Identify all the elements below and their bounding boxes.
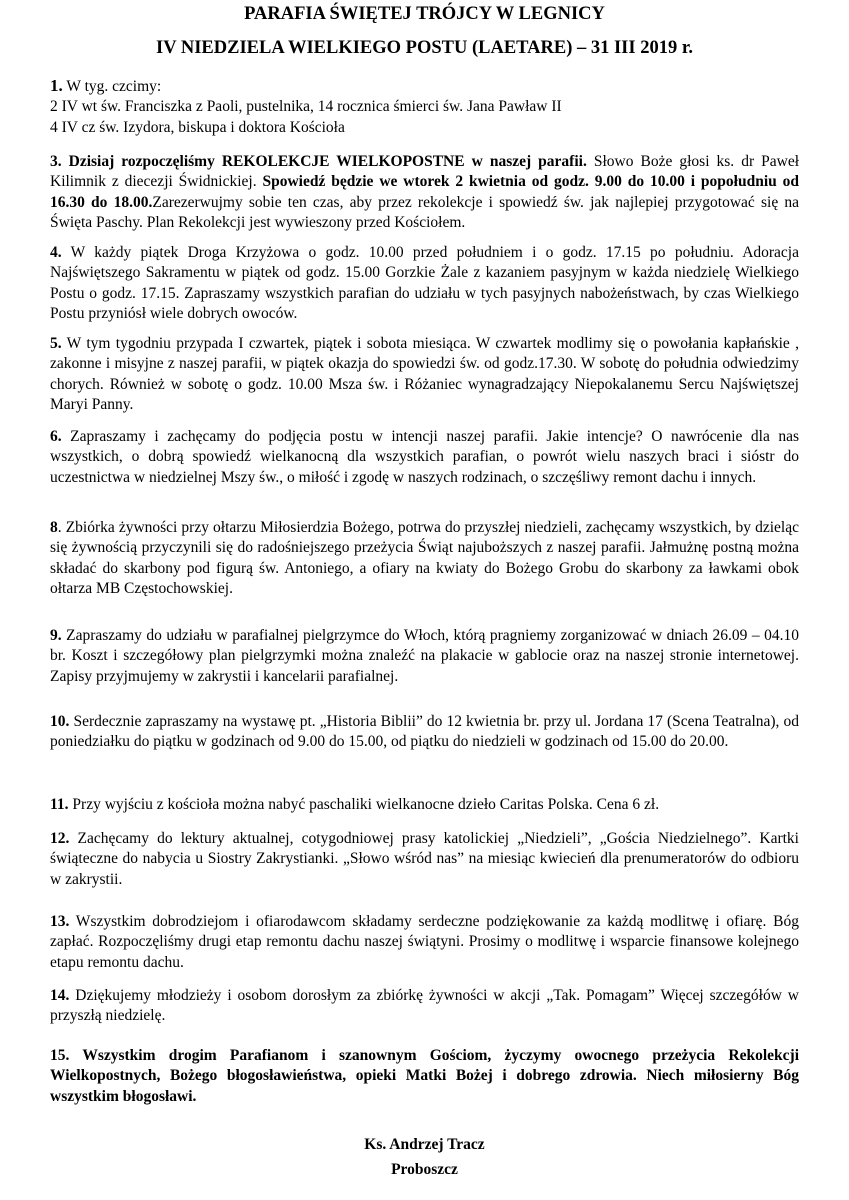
announcement-13 <box>50 912 799 973</box>
announcement-12-text: Zachęcamy do lektury aktualnej, cotygodniowej prasy katolickiej „Niedzieli”, „Gościa Niedzielnego”. Kartki świąteczne do nabycia u Siostry Zakrystianki. „Słowo wśród nas” na miesiąc kwiecień dla prenumeratorów do odbioru w zakrystii. <box>50 830 799 888</box>
announcement-12-number: 12. <box>50 830 70 847</box>
announcement-11-number: 11. <box>50 796 69 813</box>
announcement-4 <box>50 243 799 325</box>
announcement-10-number: 10. <box>50 713 70 730</box>
announcement-3-text-1: Słowo Boże głosi ks. dr Paweł Kilimnik z diecezji Świdnickiej. <box>50 153 800 191</box>
announcement-10-text: Serdecznie zapraszamy na wystawę pt. „Historia Biblii” do 12 kwietnia br. przy ul. Jordana 17 (Scena Teatralna), od poniedziałku do piątku w godzinach od 9.00 do 15.00, od piątku do niedzieli w godzinach od 15.00 do 20.00. <box>50 713 799 751</box>
announcement-15: 15. Wszystkim drogim Parafianom i szanownym Gościom, życzymy owocnego przeżycia Rekolekcji Wielkopostnych, Bożego błogosławieństwa, opieki Matki Bożej i dobrego zdrowia. Niech miłosierny Bóg wszystkim błogosławi. <box>50 1047 799 1105</box>
announcement-13-number: 13. <box>50 913 70 930</box>
announcement-1 <box>50 76 799 138</box>
announcement-11-text: Przy wyjściu z kościoła można nabyć paschaliki wielkanocne dzieło Caritas Polska. Cena 6 zł. <box>68 796 660 813</box>
announcement-5-text: W tym tygodniu przypada I czwartek, piątek i sobota miesiąca. W czwartek modlimy się o powołania kapłańskie , zakonne i misyjne z naszej parafii, w piątek okazja do spowiedzi św. od godz.17.30. W sobotę do południa odwiedzimy chorych. Również w sobotę o godz. 10.00 Msza św. i Różaniec wynagradzający Niepokalanemu Sercu Najświętszej Maryi Panny. <box>50 335 799 414</box>
announcement-6 <box>50 427 799 488</box>
announcement-8-text: . Zbiórka żywności przy ołtarzu Miłosierdzia Bożego, potrwa do przyszłej niedzieli, zachęcamy wszystkich, by dzieląc się żywnością przyczynili się do radośniejszego przeżycia Świąt najuboższych z naszej parafii. Jałmużnę postną można składać do skarbony pod figurą św. Antoniego, a ofiary na kwiaty do Bożego Grobu do skarbony za ławkami obok ołtarza MB Częstochowskiej. <box>50 519 799 598</box>
announcement-4-number: 4. <box>50 244 62 261</box>
announcement-6-number: 6. <box>50 428 62 445</box>
announcement-1-line-2: 4 IV cz św. Izydora, biskupa i doktora Kościoła <box>50 118 345 136</box>
announcement-13-text: Wszystkim dobrodziejom i ofiarodawcom składamy serdeczne podziękowanie za każdą modlitwę i ofiarę. Bóg zapłać. Rozpoczęliśmy drugi etap remontu dachu naszej świątyni. Prosimy o modlitwę i wsparcie finansowe kolejnego etapu remontu dachu. <box>50 913 799 971</box>
announcement-3-bold-1: 3. Dzisiaj rozpoczęliśmy REKOLEKCJE WIELKOPOSTNE w naszej parafii. <box>50 153 587 170</box>
announcement-14-number: 14. <box>50 987 70 1004</box>
announcement-1-intro-text: W tyg. czcimy: <box>62 78 162 95</box>
announcement-5 <box>50 334 799 416</box>
announcement-6-text: Zapraszamy i zachęcamy do podjęcia postu w intencji naszej parafii. Jakie intencje? O nawrócenie dla nas wszystkich, o dobrą spowiedź wielkanocną dla wszystkich parafian, o powrót wielu naszych braci i sióstr do uczestnictwa w niedzielnej Mszy św., o miłość i zgodę w naszych rodzinach, o szczęśliwy remont dachu i innych. <box>50 428 799 486</box>
announcement-3-text-2: Zarezerwujmy sobie ten czas, aby przez rekolekcje i spowiedź św. jak najlepiej przygotować się na Święta Paschy. Plan Rekolekcji jest wywieszony przed Kościołem. <box>50 193 799 232</box>
announcement-10 <box>50 712 799 753</box>
parish-title: PARAFIA ŚWIĘTEJ TRÓJCY W LEGNICY <box>244 4 605 24</box>
signature <box>50 1132 799 1182</box>
announcement-8 <box>50 518 799 600</box>
announcement-5-number: 5. <box>50 335 62 352</box>
announcement-14 <box>50 986 799 1027</box>
signature-name: Ks. Andrzej Tracz <box>364 1136 485 1153</box>
announcement-3 <box>50 152 799 234</box>
announcement-1-intro <box>50 76 799 97</box>
announcement-4-text: W każdy piątek Droga Krzyżowa o godz. 10.00 przed południem i o godz. 17.15 po południu. Adoracja Najświętszego Sakramentu w piątek od godz. 15.00 Gorzkie Żale z kazaniem pasyjnym w każda niedzielę Wielkiego Postu o godz. 17.15. Zapraszamy wszystkich parafian do udziału w tych pasyjnych nabożeństwach, by czas Wielkiego Postu przyniósł wiele dobrych owoców. <box>50 244 799 323</box>
signature-role: Proboszcz <box>391 1161 458 1178</box>
announcement-3-bold-2: Spowiedź będzie we wtorek 2 kwietnia od godz. 9.00 do 10.00 i popołudniu od 16.30 do 18.00. <box>50 173 799 211</box>
announcement-9 <box>50 626 799 687</box>
announcement-12 <box>50 829 799 890</box>
announcement-14-text: Dziękujemy młodzieży i osobom dorosłym za zbiórkę żywności w akcji „Tak. Pomagam” Więcej szczegółów w przyszłą niedzielę. <box>50 987 799 1025</box>
announcement-9-text: Zapraszamy do udziału w parafialnej pielgrzymce do Włoch, którą pragniemy zorganizować w dniach 26.09 – 04.10 br. Koszt i szczegółowy plan pielgrzymki można znaleźć na plakacie w gablocie oraz na naszej stronie internetowej. Zapisy przyjmujemy w zakrystii i kancelarii parafialnej. <box>50 627 799 685</box>
announcement-1-line-1: 2 IV wt św. Franciszka z Paoli, pustelnika, 14 rocznica śmierci św. Jana Pawław II <box>50 98 562 116</box>
sunday-title: IV NIEDZIELA WIELKIEGO POSTU (LAETARE) – 31 III 2019 r. <box>156 38 693 58</box>
announcement-8-number: 8 <box>50 519 58 536</box>
announcement-11 <box>50 795 799 815</box>
announcement-9-number: 9. <box>50 627 62 644</box>
announcement-1-number: 1. <box>50 76 63 95</box>
